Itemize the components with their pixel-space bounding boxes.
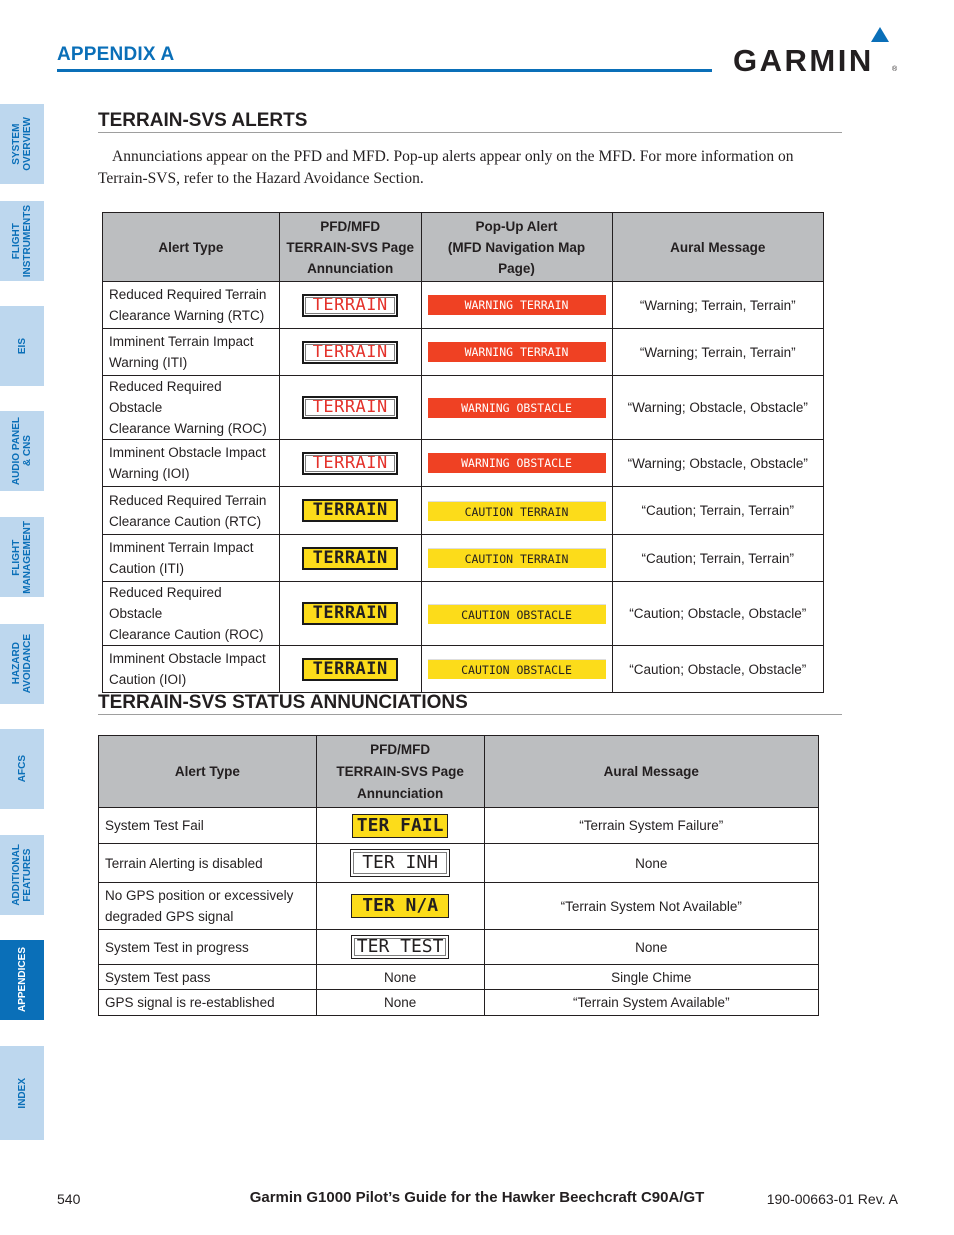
alert-type-cell: System Test pass	[99, 965, 317, 990]
ter-inh-annunciation: TER INH	[350, 849, 450, 877]
section-rule	[98, 714, 842, 715]
table-row	[99, 965, 819, 990]
side-tab-label: FLIGHT MANAGEMENT	[11, 520, 33, 594]
aural-cell: None	[484, 930, 818, 965]
popup-alert: WARNING TERRAIN	[428, 342, 606, 362]
popup-alert: CAUTION OBSTACLE	[428, 604, 606, 624]
garmin-wordmark: GARMIN	[733, 43, 874, 78]
side-tab-audio-panel-cns[interactable]	[0, 411, 44, 491]
aural-cell: “Caution; Obstacle, Obstacle”	[612, 582, 823, 646]
annunciation-cell	[279, 646, 421, 693]
popup-alert: CAUTION TERRAIN	[428, 501, 606, 521]
garmin-logo	[733, 26, 899, 76]
table-row	[103, 535, 824, 582]
side-tab-label: EIS	[16, 337, 28, 355]
side-tab-label: SYSTEM OVERVIEW	[11, 117, 33, 171]
annunciation-cell	[316, 883, 484, 930]
aural-cell: “Caution; Terrain, Terrain”	[612, 535, 823, 582]
table-row	[103, 582, 824, 646]
table-header-row	[99, 736, 819, 808]
alert-type-cell: Imminent Terrain Impact Caution (ITI)	[103, 535, 280, 582]
table-row	[99, 883, 819, 930]
popup-alert: WARNING OBSTACLE	[428, 453, 606, 473]
footer-title: Garmin G1000 Pilot’s Guide for the Hawker Beechcraft C90A/GT	[249, 1189, 705, 1206]
annunciation-cell	[316, 844, 484, 883]
side-tab-flight-instruments[interactable]	[0, 201, 44, 281]
col-header-popup: Pop-Up Alert (MFD Navigation Map Page)	[421, 213, 612, 282]
terrain-annunciation: TERRAIN	[302, 341, 398, 364]
annunciation-cell	[279, 487, 421, 535]
annunciation-cell	[279, 376, 421, 440]
popup-cell	[421, 440, 612, 487]
annunciation-cell	[279, 440, 421, 487]
aural-cell: “Warning; Terrain, Terrain”	[612, 329, 823, 376]
aural-cell: Single Chime	[484, 965, 818, 990]
alert-type-cell: GPS signal is re-established	[99, 990, 317, 1016]
popup-cell	[421, 487, 612, 535]
side-tab-label: APPENDICES	[16, 947, 28, 1013]
ter-fail-annunciation: TER FAIL	[352, 814, 448, 838]
terrain-annunciation: TERRAIN	[302, 452, 398, 475]
side-tab-flight-management[interactable]	[0, 517, 44, 597]
table-row	[99, 930, 819, 965]
alert-type-cell: Imminent Obstacle Impact Warning (IOI)	[103, 440, 280, 487]
popup-alert: WARNING OBSTACLE	[428, 398, 606, 418]
side-tab-label: HAZARD AVOIDANCE	[11, 634, 33, 694]
popup-alert: CAUTION OBSTACLE	[428, 659, 606, 679]
aural-cell: “Warning; Obstacle, Obstacle”	[612, 440, 823, 487]
intro-paragraph: Annunciations appear on the PFD and MFD. Pop-up alerts appear only on the MFD. For more information on Terrain-SVS, refer to the Hazard Avoidance Section.	[98, 148, 794, 187]
aural-cell: “Terrain System Failure”	[484, 808, 818, 844]
table-row	[99, 844, 819, 883]
alert-type-cell: Reduced Required Obstacle Clearance Warning (ROC)	[103, 376, 280, 440]
col-header-alert-type: Alert Type	[103, 213, 280, 282]
popup-alert: WARNING TERRAIN	[428, 295, 606, 315]
alert-type-cell: System Test in progress	[99, 930, 317, 965]
side-tab-label: AFCS	[16, 755, 28, 783]
annunciation-cell	[279, 535, 421, 582]
aural-cell: None	[484, 844, 818, 883]
aural-cell: “Caution; Terrain, Terrain”	[612, 487, 823, 535]
popup-cell	[421, 646, 612, 693]
registered-mark: ®	[892, 66, 898, 73]
popup-cell	[421, 582, 612, 646]
table-row	[99, 808, 819, 844]
header-rule	[57, 69, 712, 72]
terrain-annunciation: TERRAIN	[302, 658, 398, 681]
table-row	[103, 646, 824, 693]
annunciation-cell: None	[316, 990, 484, 1016]
col-header-aural: Aural Message	[612, 213, 823, 282]
aural-cell: “Terrain System Not Available”	[484, 883, 818, 930]
table-row	[103, 282, 824, 329]
aural-cell: “Caution; Obstacle, Obstacle”	[612, 646, 823, 693]
status-annunciations-table	[98, 735, 819, 1016]
terrain-annunciation: TERRAIN	[302, 396, 398, 419]
table-row	[103, 376, 824, 440]
terrain-annunciation: TERRAIN	[302, 547, 398, 570]
popup-cell	[421, 282, 612, 329]
section-heading-terrain-svs-alerts: TERRAIN-SVS ALERTS	[98, 110, 308, 131]
popup-alert: CAUTION TERRAIN	[428, 548, 606, 568]
aural-cell: “Warning; Terrain, Terrain”	[612, 282, 823, 329]
alert-type-cell: No GPS position or excessively degraded GPS signal	[99, 883, 317, 930]
annunciation-cell	[316, 930, 484, 965]
table-header-row	[103, 213, 824, 282]
col-header-alert-type: Alert Type	[99, 736, 317, 808]
appendix-title: APPENDIX A	[57, 44, 175, 65]
ter-test-annunciation: TER TEST	[351, 935, 449, 959]
popup-cell	[421, 329, 612, 376]
terrain-alerts-table	[102, 212, 824, 693]
side-tab-system-overview[interactable]	[0, 104, 44, 184]
side-tab-eis[interactable]	[0, 306, 44, 386]
aural-cell: “Terrain System Available”	[484, 990, 818, 1016]
page-number: 540	[57, 1191, 81, 1207]
side-tab-index[interactable]	[0, 1046, 44, 1140]
alert-type-cell: Reduced Required Obstacle Clearance Caution (ROC)	[103, 582, 280, 646]
garmin-triangle-icon	[871, 27, 889, 42]
side-tab-additional-features[interactable]	[0, 835, 44, 915]
side-tab-label: INDEX	[16, 1077, 28, 1109]
side-tab-hazard-avoidance[interactable]	[0, 624, 44, 704]
alert-type-cell: System Test Fail	[99, 808, 317, 844]
alert-type-cell: Reduced Required Terrain Clearance Caution (RTC)	[103, 487, 280, 535]
terrain-annunciation: TERRAIN	[302, 602, 398, 625]
side-tab-label: FLIGHT INSTRUMENTS	[11, 204, 33, 278]
side-tab-afcs[interactable]	[0, 729, 44, 809]
popup-cell	[421, 376, 612, 440]
side-tab-label: ADDITIONAL FEATURES	[11, 844, 33, 906]
popup-cell	[421, 535, 612, 582]
col-header-annunciation: PFD/MFD TERRAIN-SVS Page Annunciation	[279, 213, 421, 282]
terrain-annunciation: TERRAIN	[302, 499, 398, 522]
ter-na-annunciation: TER N/A	[351, 894, 449, 918]
alert-type-cell: Imminent Terrain Impact Warning (ITI)	[103, 329, 280, 376]
annunciation-cell	[279, 282, 421, 329]
table-row	[103, 440, 824, 487]
table-row	[103, 487, 824, 535]
col-header-annunciation: PFD/MFD TERRAIN-SVS Page Annunciation	[316, 736, 484, 808]
side-tab-label: AUDIO PANEL & CNS	[11, 416, 33, 486]
alert-type-cell: Reduced Required Terrain Clearance Warning (RTC)	[103, 282, 280, 329]
table-row	[103, 329, 824, 376]
terrain-annunciation: TERRAIN	[302, 294, 398, 317]
annunciation-cell	[316, 808, 484, 844]
annunciation-cell: None	[316, 965, 484, 990]
table-row	[99, 990, 819, 1016]
annunciation-cell	[279, 582, 421, 646]
annunciation-cell	[279, 329, 421, 376]
alert-type-cell: Terrain Alerting is disabled	[99, 844, 317, 883]
section-heading-status-annunciations: TERRAIN-SVS STATUS ANNUNCIATIONS	[98, 692, 468, 713]
section-rule	[98, 132, 842, 133]
side-tab-appendices[interactable]	[0, 940, 44, 1020]
col-header-aural: Aural Message	[484, 736, 818, 808]
document-number: 190-00663-01 Rev. A	[766, 1191, 898, 1207]
aural-cell: “Warning; Obstacle, Obstacle”	[612, 376, 823, 440]
alert-type-cell: Imminent Obstacle Impact Caution (IOI)	[103, 646, 280, 693]
